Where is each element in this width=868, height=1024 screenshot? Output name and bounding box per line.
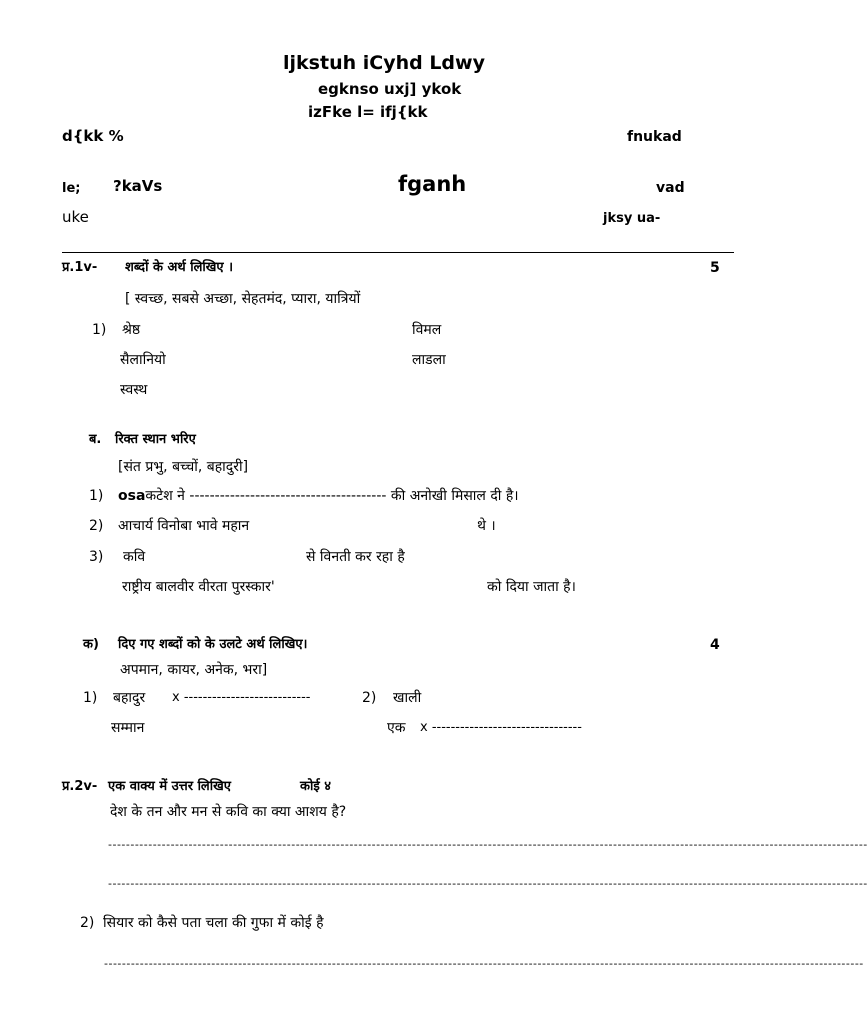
q1c-answer-1: x --------------------------- [172, 690, 311, 705]
q1b-item-3-text: कवि [123, 549, 146, 565]
q1b-item-2-number: 2) [89, 518, 104, 534]
q1-title: शब्दों के अर्थ लिखिए । [125, 260, 234, 275]
q1c-word-3: सम्मान [111, 720, 145, 736]
q1c-word-4: एक [387, 720, 406, 736]
q1c-answer-2: x -------------------------------- [420, 720, 582, 735]
class-label: d{kk % [62, 127, 124, 145]
answer-line-3: -------------------------------------------------------------------------------------------------------------------------------------------------------------------------- [104, 957, 864, 970]
q1c-word-bank: अपमान, कायर, अनेक, भरा] [120, 662, 268, 678]
marks-label: vad [656, 180, 685, 196]
header-divider [62, 252, 734, 253]
q1b-item-4-tail: को दिया जाता है। [487, 579, 576, 595]
q2-number: प्र.2v- [62, 779, 98, 794]
q2-question-2: सियार को कैसे पता चला की गुफा में कोई है [103, 915, 324, 931]
q2-question-1: देश के तन और मन से कवि का क्या आशय है? [110, 804, 347, 820]
q1b-item-3-number: 3) [89, 549, 104, 565]
q1c-item-2-number: 2) [362, 690, 377, 706]
q1b-item-1-number: 1) [89, 488, 104, 504]
q2-title: एक वाक्य में उत्तर लिखिए [108, 779, 231, 794]
q2-choice: कोई ४ [300, 779, 332, 794]
q1b-item-2-tail: थे । [477, 518, 496, 534]
answer-line-1: -------------------------------------------------------------------------------------------------------------------------------------------------------------------------- [108, 838, 868, 851]
q1b-item-4-text: राष्ट्रीय बालवीर वीरता पुरस्कार' [122, 579, 275, 595]
q1c-marks: 4 [710, 637, 720, 653]
exam-title: izFke l= ifj{kk [308, 103, 428, 121]
date-label: fnukad [627, 129, 682, 145]
q1-word-3: सैलानियो [120, 352, 166, 368]
q1c-label: क) [83, 637, 99, 652]
q1b-title: रिक्त स्थान भरिए [115, 432, 196, 447]
q1b-label: ब. [89, 432, 102, 447]
q1-word-5: स्वस्थ [120, 382, 148, 398]
roll-label: jksy ua- [603, 211, 661, 226]
time-label: le; [62, 181, 81, 196]
answer-line-2: -------------------------------------------------------------------------------------------------------------------------------------------------------------------------- [108, 877, 868, 890]
school-name: ljkstuh iCyhd Ldwy [283, 52, 485, 74]
q1b-item-2-text: आचार्य विनोबा भावे महान [118, 518, 250, 534]
q1c-title: दिए गए शब्दों को के उलटे अर्थ लिखिए। [118, 637, 308, 652]
q1-item-number: 1) [92, 322, 107, 338]
name-label: uke [62, 208, 89, 226]
q1-word-2: विमल [412, 322, 442, 338]
q2-question-2-number: 2) [80, 915, 95, 931]
q1-number: प्र.1v- [62, 260, 98, 275]
q1-word-4: लाडला [412, 352, 446, 368]
q1-word-bank: [ स्वच्छ, सबसे अच्छा, सेहतमंद, प्यारा, यात्रियों [125, 291, 361, 307]
q1b-item-1 [118, 488, 519, 505]
q1b-item-1-bold: osa [118, 488, 146, 504]
q1b-item-3-tail: से विनती कर रहा है [306, 549, 405, 565]
q1c-item-1-number: 1) [83, 690, 98, 706]
hours-label: ?kaVs [113, 177, 163, 195]
q1-marks: 5 [710, 260, 720, 276]
school-address: egknso uxj] ykok [318, 80, 462, 98]
q1-word-1: श्रेष्ठ [122, 322, 141, 338]
q1c-word-1: बहादुर [113, 690, 146, 706]
q1b-item-1-text: कटेश ने --------------------------------------- की अनोखी मिसाल दी है। [145, 488, 519, 504]
q1c-word-2: खाली [393, 690, 422, 706]
subject-title: fganh [398, 172, 467, 196]
q1b-word-bank: [संत प्रभु, बच्चों, बहादुरी] [118, 459, 249, 475]
